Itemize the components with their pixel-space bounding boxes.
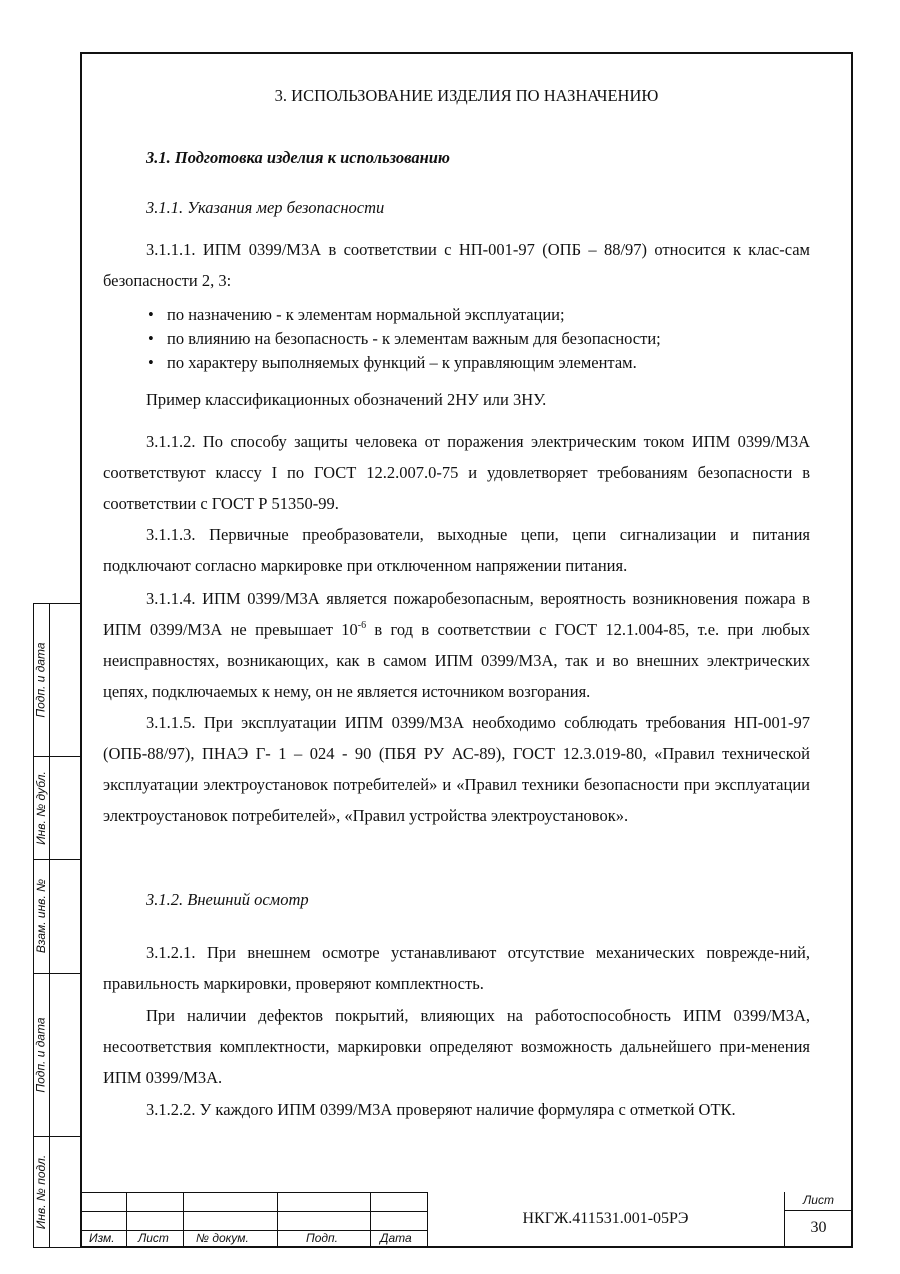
paragraph-3-1-1-5: 3.1.1.5. При эксплуатации ИПМ 0399/М3А необходимо соблюдать требования НП-001-97 (ОПБ-88/97), ПНАЭ Г- 1 – 024 - 90 (ПБЯ РУ АС-89), ГОСТ 12.3.019-80, «Правил технической эксплуатации электроустановок потребителей» и «Правил техники безопасности при эксплуатации электроустановок потребителей», «Правил устройства электроустановок». bbox=[103, 713, 810, 825]
subsection-heading-3-1-1: 3.1.1. Указания мер безопасности bbox=[146, 198, 385, 217]
list-item: • по влиянию на безопасность - к элементам важным для безопасности; bbox=[145, 327, 810, 351]
label-doc-no: № докум. bbox=[196, 1231, 249, 1245]
label-izm: Изм. bbox=[89, 1231, 115, 1245]
label-signature: Подп. bbox=[306, 1231, 338, 1245]
paragraph-3-1-2-2: 3.1.2.2. У каждого ИПМ 0399/М3А проверяют наличие формуляра с отметкой ОТК. bbox=[146, 1100, 736, 1119]
paragraph-3-1-2-1: 3.1.2.1. При внешнем осмотре устанавливают отсутствие механических поврежде-ний, правильность маркировки, проверяют комплектность. bbox=[103, 943, 810, 993]
paragraph-3-1-1-1: 3.1.1.1. ИПМ 0399/М3А в соответствии с НП-001-97 (ОПБ – 88/97) относится к клас-сам безопасности 2, 3: bbox=[103, 240, 810, 290]
classification-example: Пример классификационных обозначений 2НУ или 3НУ. bbox=[146, 390, 547, 409]
side-label-sign-date-1: Подп. и дата bbox=[34, 641, 48, 718]
side-label-sign-date-2: Подп. и дата bbox=[34, 1016, 48, 1093]
side-label-dup-inv: Инв. № дубл. bbox=[34, 770, 48, 845]
exponent: -6 bbox=[357, 620, 367, 631]
label-sheet: Лист bbox=[803, 1193, 834, 1207]
subsection-heading-3-1: 3.1. Подготовка изделия к использованию bbox=[146, 148, 450, 167]
subsection-heading-3-1-2: 3.1.2. Внешний осмотр bbox=[146, 890, 309, 909]
side-label-replace-inv: Взам. инв. № bbox=[34, 878, 49, 954]
list-item: • по назначению - к элементам нормальной эксплуатации; bbox=[145, 303, 810, 327]
paragraph-3-1-1-3: 3.1.1.3. Первичные преобразователи, выходные цепи, цепи сигнализации и питания подключают согласно маркировке при отключенном напряжении питания. bbox=[103, 525, 810, 575]
paragraph-3-1-1-4: 3.1.1.4. ИПМ 0399/М3А является пожаробезопасным, вероятность возникновения пожара в ИПМ 0399/М3А не превышает $10^{-6}$ в год в соответствии с ГОСТ 12.1.004-85, т.е. при любых неисправностях, возникающих, как в самом ИПМ 0399/М3А, так и во внешних электрических цепях, подключаемых к нему, он не является источником возгорания. bbox=[103, 589, 811, 701]
side-label-orig-inv: Инв. № подл. bbox=[34, 1154, 48, 1230]
paragraph-3-1-1-2: 3.1.1.2. По способу защиты человека от поражения электрическим током ИПМ 0399/М3А соответствуют классу I по ГОСТ 12.2.007.0-75 и удовлетворяет требованиям безопасности в соответствии с ГОСТ Р 51350-99. bbox=[103, 432, 810, 513]
paragraph-defects: При наличии дефектов покрытий, влияющих на работоспособность ИПМ 0399/М3А, несоответствия комплектности, маркировки определяют возможность дальнейшего при-менения ИПМ 0399/М3А. bbox=[103, 1006, 810, 1087]
list-item: • по характеру выполняемых функций – к управляющим элементам. bbox=[145, 351, 810, 375]
label-date: Дата bbox=[380, 1231, 412, 1245]
section-title: 3. ИСПОЛЬЗОВАНИЕ ИЗДЕЛИЯ ПО НАЗНАЧЕНИЮ bbox=[274, 86, 659, 105]
side-stamp-strip bbox=[33, 603, 82, 1248]
label-list: Лист bbox=[138, 1231, 169, 1245]
document-designation: НКГЖ.411531.001-05РЭ bbox=[522, 1210, 689, 1227]
sheet-number: 30 bbox=[810, 1219, 827, 1236]
safety-class-list bbox=[145, 303, 810, 375]
title-block bbox=[80, 1192, 853, 1248]
